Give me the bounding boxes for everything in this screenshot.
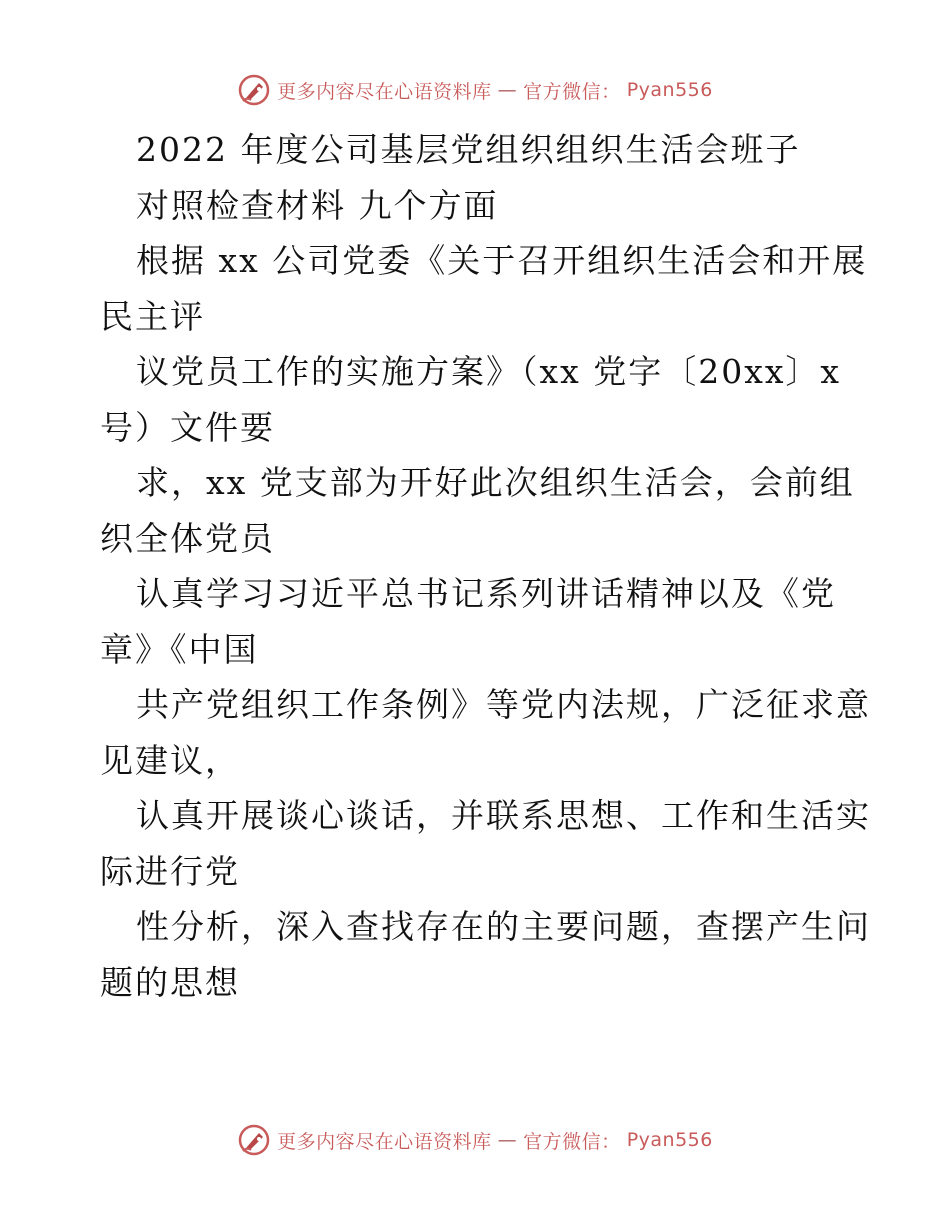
doc-paragraph-line: 性分析，深入查找存在的主要问题，查摆产生问	[136, 907, 871, 946]
doc-paragraph-line: 认真学习习近平总书记系列讲话精神以及《党	[136, 574, 836, 613]
doc-paragraph-line: 求，xx 党支部为开好此次组织生活会，会前组	[136, 463, 855, 502]
doc-paragraph-line: 共产党组织工作条例》等党内法规，广泛征求意	[136, 685, 871, 724]
doc-title-line-2: 对照检查材料 九个方面	[136, 185, 499, 225]
watermark-separator: —	[497, 79, 518, 101]
pen-nib-logo-icon	[237, 1123, 271, 1157]
watermark-wechat-id: Pyan556	[626, 1129, 713, 1151]
doc-paragraph-line: 织全体党员	[100, 518, 275, 558]
footer-watermark	[0, 1120, 950, 1160]
doc-paragraph-line: 章》《中国	[100, 629, 259, 669]
header-watermark	[0, 70, 950, 110]
doc-paragraph-line: 见建议，	[100, 740, 240, 780]
doc-paragraph-line: 际进行党	[100, 851, 240, 891]
doc-paragraph-line: 议党员工作的实施方案》（xx 党字〔20xx〕x	[136, 352, 842, 391]
watermark-separator: —	[497, 1129, 518, 1151]
doc-paragraph-line: 号）文件要	[100, 407, 275, 447]
watermark-wechat-label: 官方微信：	[523, 1130, 621, 1153]
watermark-brand: 更多内容尽在心语资料库	[277, 80, 492, 103]
doc-paragraph-line: 题的思想	[100, 962, 240, 1002]
doc-paragraph-line: 认真开展谈心谈话，并联系思想、工作和生活实	[136, 796, 871, 835]
doc-paragraph-line: 民主评	[100, 296, 205, 336]
watermark-wechat-id: Pyan556	[626, 79, 713, 101]
watermark-brand: 更多内容尽在心语资料库	[277, 1130, 492, 1153]
document-body	[100, 122, 871, 1010]
watermark-wechat-label: 官方微信：	[523, 80, 621, 103]
pen-nib-logo-icon	[237, 73, 271, 107]
doc-title-line-1: 2022 年度公司基层党组织组织生活会班子	[136, 130, 801, 169]
doc-paragraph-line: 根据 xx 公司党委《关于召开组织生活会和开展	[136, 241, 868, 280]
